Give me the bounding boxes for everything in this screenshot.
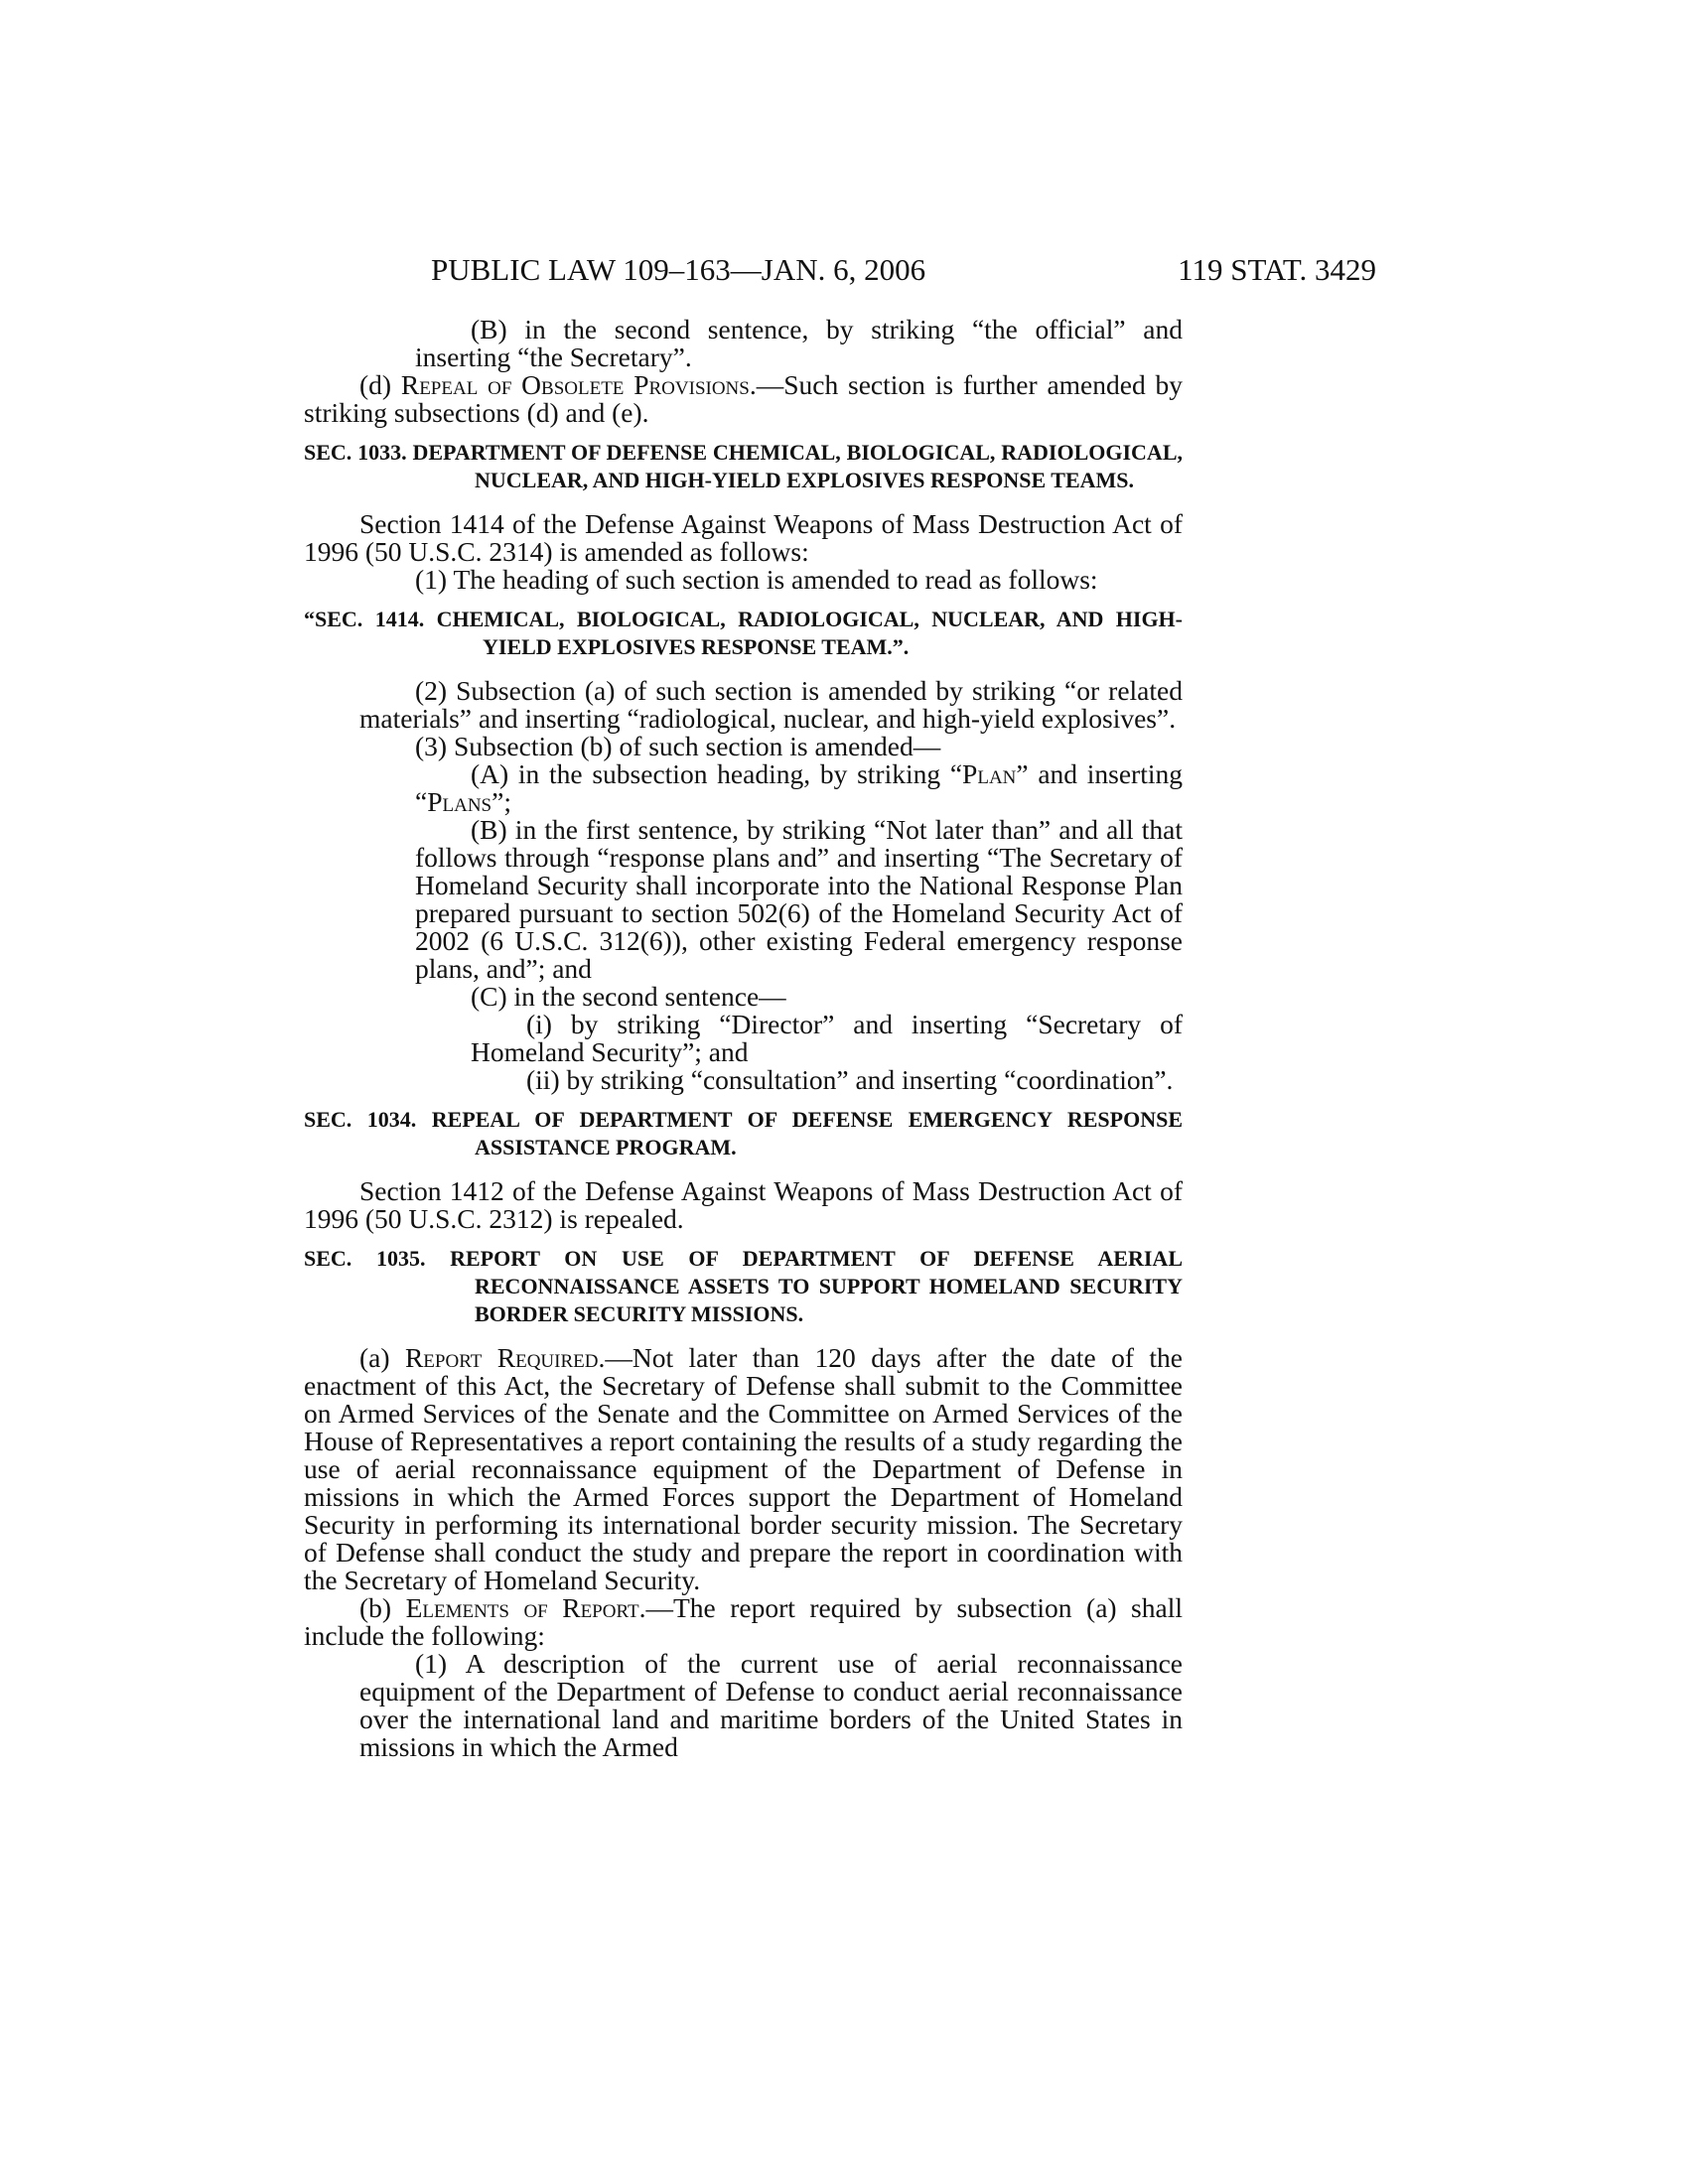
section-1033-intro: Section 1414 of the Defense Against Weapons of Mass Destruction Act of 1996 (50 U.S.C. 2314) is amended as follows: [304, 508, 1183, 567]
page-body [304, 316, 1183, 1761]
item-3a-pre: (A) in the subsection heading, by striking “ [471, 758, 963, 789]
section-1033-item-3: (3) Subsection (b) of such section is amended— [415, 731, 941, 761]
section-1034-heading: SEC. 1034. REPEAL OF DEPARTMENT OF DEFENSE EMERGENCY RESPONSE ASSISTANCE PROGRAM. [304, 1107, 1183, 1160]
section-1033-item-3c: (C) in the second sentence— [471, 981, 786, 1012]
section-1035-heading: SEC. 1035. REPORT ON USE OF DEPARTMENT OF DEFENSE AERIAL RECONNAISSANCE ASSETS TO SUPPORT HOMELAND SECURITY BORDER SECURITY MISSIONS. [304, 1246, 1183, 1326]
section-1414-quoted-heading: “SEC. 1414. CHEMICAL, BIOLOGICAL, RADIOLOGICAL, NUCLEAR, AND HIGH-YIELD EXPLOSIVES RESPONSE TEAM.”. [304, 607, 1183, 659]
running-head-title: PUBLIC LAW 109–163—JAN. 6, 2006 [431, 252, 926, 287]
subsection-a-text: .—Not later than 120 days after the date of the enactment of this Act, the Secretary of Defense shall submit to the Committee on Armed Services of the Senate and the Committee on Armed Services of the House of Representatives a report containing the results of a study regarding the use of aerial reconnaissance equipment of the Department of Defense in missions in which the Armed Forces support the Department of Homeland Security in performing its international border security mission. The Secretary of Defense shall conduct the study and prepare the report in coordination with the Secretary of Homeland Security. [304, 1342, 1184, 1595]
paragraph-b-official: (B) in the second sentence, by striking “the official” and inserting “the Secretary”. [415, 314, 1183, 372]
section-1035-item-1: (1) A description of the current use of aerial reconnaissance equipment of the Department of Defense to conduct aerial reconnaissance over the international land and maritime borders of the United States in missions in which the Armed [359, 1648, 1183, 1762]
section-1033-item-1: (1) The heading of such section is amended to read as follows: [415, 564, 1098, 595]
item-3a-plans: Plans [427, 786, 492, 817]
running-head-stat-page: 119 STAT. 3429 [1178, 252, 1376, 287]
subsection-a-label: (a) [359, 1342, 405, 1373]
section-1033-item-2: (2) Subsection (a) of such section is amended by striking “or related materials” and inserting “radiological, nuclear, and high-yield explosives”. [359, 675, 1183, 734]
paragraph-d-text: .—Such section is further amended by striking subsections (d) and (e). [304, 369, 1183, 428]
section-1034-text: Section 1412 of the Defense Against Weapons of Mass Destruction Act of 1996 (50 U.S.C. 2312) is repealed. [304, 1175, 1183, 1234]
paragraph-d-caption: Repeal of Obsolete Provisions [400, 369, 750, 400]
section-1035-subsection-b [304, 1594, 1183, 1650]
item-3a-mid: ” and inserting “ [415, 758, 1184, 817]
subsection-b-text: .—The report required by subsection (a) shall include the following: [304, 1592, 1183, 1651]
section-1033-heading: SEC. 1033. DEPARTMENT OF DEFENSE CHEMICAL, BIOLOGICAL, RADIOLOGICAL, NUCLEAR, AND HIGH-YIELD EXPLOSIVES RESPONSE TEAMS. [304, 440, 1183, 492]
paragraph-d-label: (d) [359, 369, 401, 400]
section-1033-item-3a [304, 760, 1183, 816]
section-1033-item-3b: (B) in the first sentence, by striking “Not later than” and all that follows through “response plans and” and inserting “The Secretary of Homeland Security shall incorporate into the National Response Plan prepared pursuant to section 502(6) of the Homeland Security Act of 2002 (6 U.S.C. 312(6)), other existing Federal emergency response plans, and”; and [415, 814, 1183, 984]
subsection-b-caption: Elements of Report [405, 1592, 639, 1623]
section-1035-subsection-a [304, 1344, 1183, 1594]
paragraph-d-repeal [304, 371, 1183, 427]
item-3a-post: ”; [492, 786, 511, 817]
item-3a-plan: Plan [962, 758, 1017, 789]
section-1033-item-3c-ii: (ii) by striking “consultation” and inserting “coordination”. [526, 1064, 1174, 1095]
subsection-b-label: (b) [359, 1592, 406, 1623]
running-head [304, 250, 1376, 290]
section-1033-item-3c-i: (i) by striking “Director” and inserting “Secretary of Homeland Security”; and [471, 1009, 1183, 1067]
subsection-a-caption: Report Required [404, 1342, 599, 1373]
